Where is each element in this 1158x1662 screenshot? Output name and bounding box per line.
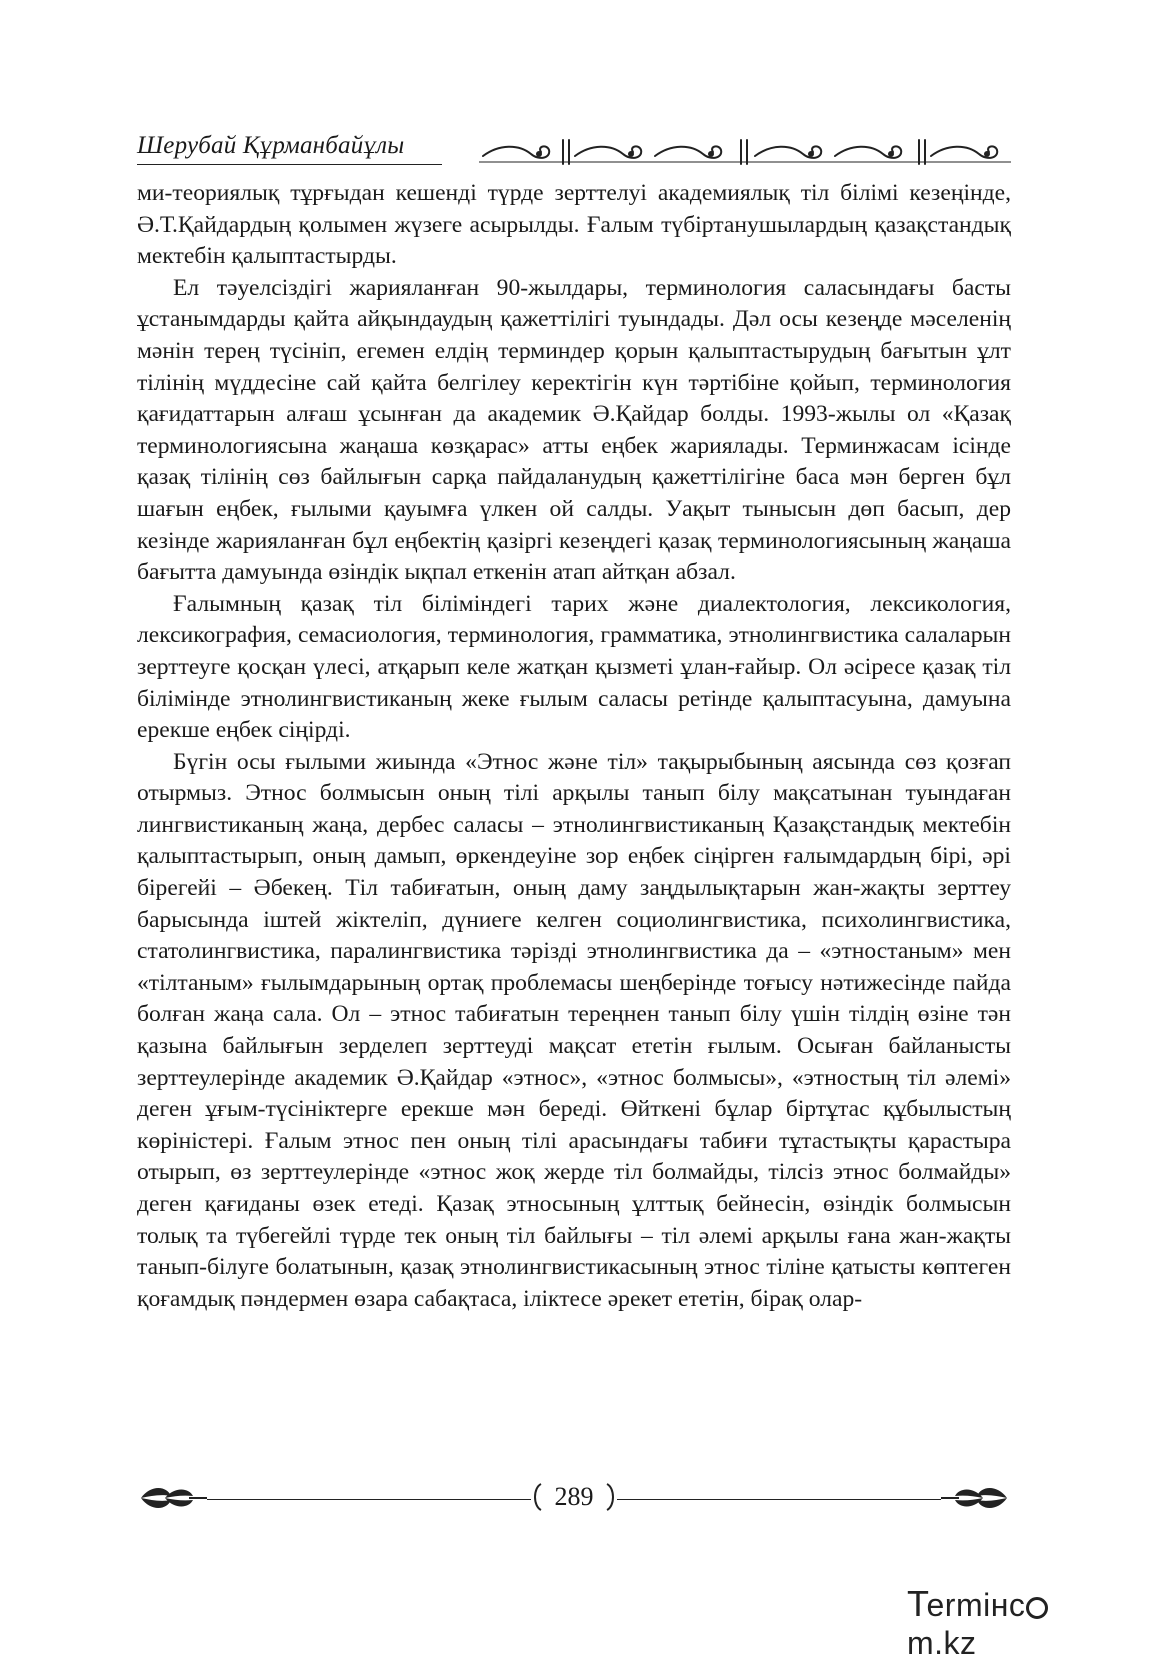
watermark-logo: [907, 1583, 1117, 1661]
paragraph-1: ми-теориялық тұрғыдан кешенді түрде зерттелуі академиялық тіл білімі кезеңінде, Ә.Т.Қайдардың қолымен жүзеге асырылды. Ғалым түбіртанушылардың қазақстандық мектебін қалыптастырды.: [137, 180, 1011, 270]
running-head-rule: [137, 164, 442, 165]
paragraph-3: Ғалымның қазақ тіл біліміндегі тарих және диалектология, лексикология, лексикография, семасиология, терминология, грамматика, этнолингвистика салаларын зерттеуге қосқан үлесі, атқарып келе жатқан қызметі ұлан-ғайыр. Ол әсіресе қазақ тіл білімінде этнолингвистиканың жеке ғылым саласы ретінде қалыптасуына, дамуына ерекше еңбек сіңірді.: [137, 590, 1011, 744]
running-head: [137, 128, 1011, 170]
body-text: [137, 178, 1011, 1315]
page-number-frame: [531, 1480, 617, 1514]
paragraph-4: Бүгін осы ғылыми жиында «Этнос және тіл» тақырыбының аясында сөз қозғап отырмыз. Этнос болмысын оның тілі арқылы танып білу мақсатынан туындаған лингвистиканың жаңа, дербес саласы – этнолингвистиканың Қазақстандық мектебін қалыптастырып, оның дамып, өркендеуіне зор еңбек сіңірген ғалымдардың бірі, әрі бірегейі – Әбекең. Тіл табиғатын, оның даму заңдылықтарын жан-жақты зерттеу барысында іштей жіктеліп, дүниеге келген социолингвистика, психолингвистика, статолингвистика, паралингвистика тәрізді этнолингвистика да – «этностаным» мен «тілтаным» ғылымдарының ортақ проблемасы шеңберінде тоғысу нәтижесінде пайда болған жаңа сала. Ол – этнос табиғатын тереңнен танып білу үшін тілдің өзіне тән қазына байлығын зерделеп зерттеуді мақсат ететін ғылым. Осыған байланысты зерттеулерінде академик Ә.Қайдар «этнос», «этнос болмысы», «этностың тіл әлемі» деген ұғым-түсініктерге ерекше мән береді. Өйткені бұлар біртұтас құбылыстың көріністері. Ғалым этнос пен оның тілі арасындағы табиғи тұтастықты қарастыра отырып, өз зерттеулерінде «этнос жоқ жерде тіл болмайды, тілсіз этнос болмайды» деген қағиданы өзек етеді. Қазақ этносының ұлттық бейнесін, өзіндік болмысын толық та түбегейлі түрде тек оның тіл байлығы – тіл әлемі арқылы ғана жан-жақты танып-білуге болатынын, қазақ этнолингвистикасының этнос тіліне қатысты көптеген қоғамдық пәндермен өзара сабақтаса, іліктесе әрекет ететін, бірақ олар-: [137, 748, 1011, 1312]
watermark-mid: ermінc: [926, 1587, 1026, 1623]
leaf-ornament-right-icon: [941, 1480, 1011, 1516]
leaf-ornament-left-icon: [137, 1480, 207, 1516]
footer-rule-left: [207, 1499, 531, 1500]
watermark-o-icon: [1026, 1597, 1048, 1619]
running-head-author: Шерубай Құрманбайұлы: [137, 132, 405, 159]
page-number: 289: [554, 1482, 594, 1511]
page-footer: [137, 1478, 1011, 1518]
watermark-end: m.kz: [907, 1625, 977, 1661]
footer-rule-right: [617, 1499, 941, 1500]
scroll-ornament-icon: [479, 134, 1011, 168]
watermark-t: T: [907, 1583, 930, 1624]
paragraph-2: Ел тәуелсіздігі жарияланған 90-жылдары, терминология саласындағы басты ұстанымдарды қайта айқындаудың қажеттілігі туындады. Дәл осы кезеңде мәселенің мәнін терең түсініп, егемен елдің терминдер қорын қалыптастырудың бағытын ұлт тілінің мүддесіне сай қайта белгілеу керектігін күн тәртібіне қойып, терминология қағидаттарын алғаш ұсынған да академик Ә.Қайдар болды. 1993-жылы ол «Қазақ терминологиясына жаңаша көзқарас» атты еңбек жариялады. Терминжасам ісінде қазақ тілінің сөз байлығын сарқа пайдаланудың қажеттілігіне баса мән берген бұл шағын еңбек, ғылыми қауымға үлкен ой салды. Уақыт тынысын дөп басып, дер кезінде жарияланған бұл еңбектің қазіргі кезеңдегі қазақ терминологиясының жаңаша бағытта дамуында өзіндік ықпал еткенін атап айтқан абзал.: [137, 274, 1011, 586]
